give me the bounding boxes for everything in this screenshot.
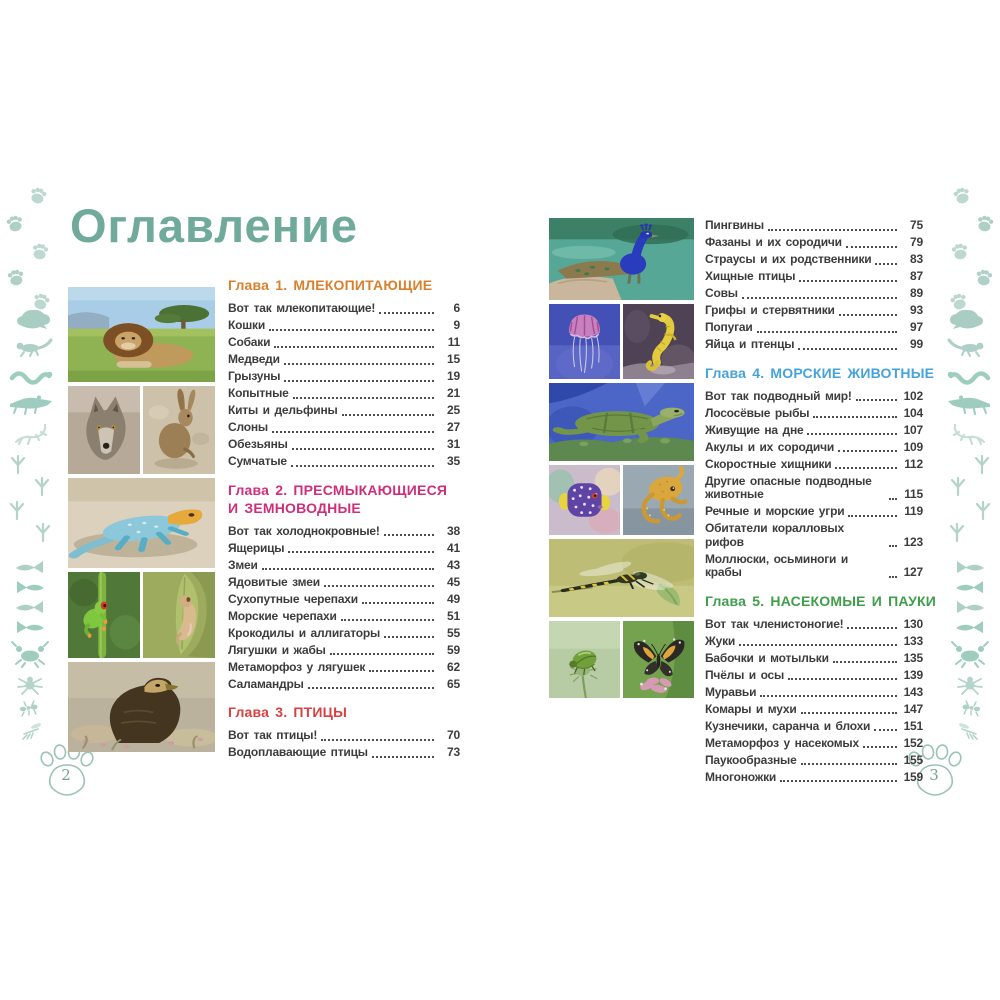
toc-leader-dots bbox=[801, 712, 897, 714]
butterfly-photo bbox=[623, 621, 694, 698]
toc-entry bbox=[705, 219, 923, 233]
toc-entry bbox=[705, 236, 923, 250]
toc-entry bbox=[705, 505, 923, 519]
toc-leader-dots bbox=[362, 602, 434, 604]
toc-entry-label: Другие опасные подводные животные bbox=[705, 473, 872, 501]
toc-entry-page: 43 bbox=[447, 557, 460, 572]
toc-entry-page: 135 bbox=[903, 650, 923, 665]
toc-entry-label: Попугаи bbox=[705, 320, 753, 334]
dragonfly-photo bbox=[549, 539, 694, 617]
lion-photo bbox=[68, 287, 215, 382]
toc-leader-dots bbox=[807, 433, 897, 435]
toc-entry bbox=[228, 336, 460, 350]
toc-entry bbox=[228, 387, 460, 401]
toc-entry-page: 35 bbox=[447, 454, 460, 468]
toc-entry-label: Водоплавающие птицы bbox=[228, 745, 368, 759]
page-title: Оглавление bbox=[70, 199, 359, 252]
toc-leader-dots bbox=[369, 670, 434, 672]
toc-entry bbox=[705, 754, 923, 768]
toc-entry-page: 9 bbox=[453, 318, 460, 332]
toc-leader-dots bbox=[889, 545, 897, 547]
toc-entry-label: Страусы и их родственники bbox=[705, 252, 872, 266]
toc-entry-page: 62 bbox=[447, 659, 460, 674]
toc-entry-label: Копытные bbox=[228, 386, 289, 400]
toc-entry-label: Грызуны bbox=[228, 369, 281, 383]
toc-entry-page: 25 bbox=[447, 403, 460, 417]
jellyfish-photo bbox=[549, 304, 620, 379]
toc-entry-label: Скоростные хищники bbox=[705, 456, 832, 471]
toc-entry bbox=[705, 553, 923, 580]
agama-lizard-photo bbox=[68, 478, 215, 568]
toc-entry-label: Речные и морские угри bbox=[705, 504, 845, 518]
toc-entry-label: Крокодилы и аллигаторы bbox=[228, 625, 381, 640]
toc-entry bbox=[228, 661, 460, 675]
toc-entry-page: 104 bbox=[903, 405, 923, 420]
toc-entry bbox=[705, 720, 923, 734]
toc-leader-dots bbox=[874, 729, 897, 731]
toc-entry-page: 139 bbox=[903, 667, 923, 682]
toc-entry bbox=[705, 522, 923, 549]
toc-entry-page: 6 bbox=[453, 301, 460, 315]
toc-entry-label: Ящерицы bbox=[228, 540, 285, 555]
toc-entry-page: 99 bbox=[910, 337, 923, 351]
toc-leader-dots bbox=[847, 627, 897, 629]
toc-entry-page: 109 bbox=[903, 439, 923, 454]
toc-leader-dots bbox=[292, 448, 434, 450]
toc-entry bbox=[705, 686, 923, 700]
toc-entry-page: 45 bbox=[447, 574, 460, 589]
animal-silhouette-border-right bbox=[942, 182, 998, 742]
toc-entry-label: Сухопутные черепахи bbox=[228, 591, 358, 606]
chapter-heading: Глава 4. МОРСКИЕ ЖИВОТНЫЕ bbox=[705, 364, 935, 381]
toc-leader-dots bbox=[272, 431, 434, 433]
toc-entry-page: 115 bbox=[904, 487, 923, 501]
right-photo-column bbox=[549, 218, 694, 698]
toc-leader-dots bbox=[384, 534, 434, 536]
chapter-heading: Глава 5. НАСЕКОМЫЕ И ПАУКИ bbox=[705, 592, 937, 609]
chapter-heading: Глава 3. ПТИЦЫ bbox=[228, 704, 347, 720]
chapter-heading: Глава 1. МЛЕКОПИТАЮЩИЕ bbox=[228, 277, 433, 293]
toc-entry-page: 123 bbox=[903, 534, 923, 549]
toc-entry-page: 19 bbox=[447, 369, 460, 383]
toc-entry-label: Вот так подводный мир! bbox=[705, 388, 852, 403]
toc-entry-page: 87 bbox=[910, 269, 923, 283]
toc-entry bbox=[228, 678, 460, 692]
toc-entry-label: Вот так членистоногие! bbox=[705, 616, 844, 631]
toc-entry-page: 97 bbox=[910, 320, 923, 334]
toc-entry bbox=[228, 319, 460, 333]
toc-entry bbox=[705, 270, 923, 284]
toc-entry bbox=[228, 610, 460, 624]
animal-silhouette-border-left bbox=[2, 182, 58, 742]
chapter-heading: Глава 2. ПРЕСМЫКАЮЩИЕСЯ И ЗЕМНОВОДНЫЕ bbox=[228, 481, 448, 516]
toc-entry-label: Ядовитые змеи bbox=[228, 574, 320, 589]
toc-entry-label: Лососёвые рыбы bbox=[705, 405, 810, 420]
toc-entry bbox=[228, 370, 460, 384]
toc-entry-label: Киты и дельфины bbox=[228, 403, 338, 417]
toc-entry bbox=[705, 771, 923, 785]
toc-entry-page: 79 bbox=[910, 235, 923, 249]
toc-entry-label: Совы bbox=[705, 286, 738, 300]
toc-leader-dots bbox=[739, 644, 897, 646]
toc-entry-page: 11 bbox=[447, 335, 460, 349]
toc-entry bbox=[705, 321, 923, 335]
toc-entry-page: 152 bbox=[903, 735, 923, 750]
toc-entry-page: 15 bbox=[447, 352, 460, 366]
toc-entry bbox=[228, 353, 460, 367]
seahorse-photo bbox=[623, 304, 694, 379]
toc-leader-dots bbox=[284, 380, 434, 382]
toc-entry-label: Пингвины bbox=[705, 218, 764, 232]
left-photo-column bbox=[68, 287, 215, 752]
toc-entry-label: Обезьяны bbox=[228, 437, 288, 451]
toc-leader-dots bbox=[856, 399, 897, 401]
peacock-photo bbox=[549, 218, 694, 300]
toc-entry-label: Пчёлы и осы bbox=[705, 667, 785, 682]
toc-entry bbox=[228, 576, 460, 590]
toc-leader-dots bbox=[848, 515, 897, 517]
toc-leader-dots bbox=[760, 695, 897, 697]
toc-entry-page: 31 bbox=[447, 437, 460, 451]
toc-entry bbox=[705, 458, 923, 472]
toc-entry bbox=[705, 737, 923, 751]
toc-entry bbox=[228, 644, 460, 658]
beetle-photo bbox=[549, 621, 620, 698]
toc-entry-page: 107 bbox=[903, 422, 923, 437]
toc-entry bbox=[228, 455, 460, 469]
tree-frog-photo bbox=[68, 572, 140, 658]
toc-entry-page: 127 bbox=[903, 565, 923, 579]
toc-leader-dots bbox=[384, 636, 434, 638]
toc-entry-page: 75 bbox=[910, 218, 923, 232]
toc-entry-label: Муравьи bbox=[705, 684, 757, 699]
toc-entry bbox=[228, 438, 460, 452]
toc-entry-label: Змеи bbox=[228, 557, 258, 572]
toc-entry-page: 41 bbox=[447, 540, 460, 555]
toc-entry-page: 65 bbox=[447, 676, 460, 691]
toc-entry bbox=[705, 652, 923, 666]
toc-entry-label: Паукообразные bbox=[705, 752, 797, 767]
toc-leader-dots bbox=[324, 585, 434, 587]
toc-leader-dots bbox=[801, 763, 897, 765]
toc-entry-label: Обитатели коралловых рифов bbox=[705, 521, 844, 549]
toc-leader-dots bbox=[757, 331, 897, 333]
toc-leader-dots bbox=[846, 246, 897, 248]
toc-entry bbox=[705, 407, 923, 421]
toc-entry bbox=[705, 669, 923, 683]
toc-entry-label: Грифы и стервятники bbox=[705, 303, 835, 317]
toc-entry bbox=[705, 424, 923, 438]
toc-entry bbox=[705, 390, 923, 404]
wolf-photo bbox=[68, 386, 140, 474]
toc-entry-page: 21 bbox=[447, 386, 460, 400]
toc-entry bbox=[705, 441, 923, 455]
toc-leader-dots bbox=[291, 465, 434, 467]
toc-entry bbox=[228, 542, 460, 556]
toc-entry-page: 70 bbox=[447, 728, 460, 742]
toc-entry-label: Яйца и птенцы bbox=[705, 337, 795, 351]
toc-entry-page: 147 bbox=[903, 701, 923, 716]
toc-entry-label: Многоножки bbox=[705, 769, 777, 784]
toc-entry bbox=[705, 304, 923, 318]
toc-leader-dots bbox=[262, 568, 434, 570]
toc-entry bbox=[705, 703, 923, 717]
toc-entry bbox=[228, 746, 460, 760]
toc-leader-dots bbox=[379, 312, 434, 314]
toc-entry-page: 112 bbox=[904, 456, 923, 471]
toc-entry bbox=[228, 421, 460, 435]
toc-entry bbox=[228, 559, 460, 573]
page-number-left: 2 bbox=[61, 766, 71, 784]
toc-entry-label: Метаморфоз у лягушек bbox=[228, 659, 366, 674]
toc-entry-label: Слоны bbox=[228, 420, 268, 434]
octopus-photo bbox=[623, 465, 694, 535]
toc-entry-page: 155 bbox=[903, 752, 923, 767]
gecko-photo bbox=[143, 572, 215, 658]
toc-leader-dots bbox=[288, 551, 434, 553]
toc-leader-dots bbox=[321, 739, 434, 741]
toc-entry-label: Кузнечики, саранча и блохи bbox=[705, 718, 871, 733]
toc-entry-label: Живущие на дне bbox=[705, 422, 804, 437]
toc-entry bbox=[705, 618, 923, 632]
toc-entry-label: Бабочки и мотыльки bbox=[705, 650, 829, 665]
toc-entry-label: Сумчатые bbox=[228, 454, 287, 468]
toc-entry bbox=[228, 729, 460, 743]
toc-entry-page: 83 bbox=[910, 252, 923, 266]
toc-leader-dots bbox=[835, 467, 897, 469]
toc-right-column bbox=[705, 218, 937, 788]
toc-leader-dots bbox=[269, 329, 434, 331]
toc-leader-dots bbox=[780, 780, 897, 782]
toc-entry-page: 59 bbox=[447, 642, 460, 657]
toc-entry-label: Фазаны и их сородичи bbox=[705, 235, 842, 249]
toc-entry-page: 51 bbox=[447, 608, 460, 623]
toc-leader-dots bbox=[813, 416, 897, 418]
toc-entry-label: Вот так птицы! bbox=[228, 728, 318, 742]
toc-entry-label: Вот так млекопитающие! bbox=[228, 301, 376, 315]
toc-leader-dots bbox=[768, 229, 897, 231]
toc-left-column bbox=[228, 276, 460, 763]
toc-entry-page: 49 bbox=[447, 591, 460, 606]
toc-entry bbox=[705, 475, 923, 502]
toc-entry bbox=[705, 287, 923, 301]
toc-entry-label: Жуки bbox=[705, 633, 736, 648]
toc-leader-dots bbox=[742, 297, 897, 299]
toc-entry-label: Кошки bbox=[228, 318, 266, 332]
toc-entry-page: 38 bbox=[447, 523, 460, 538]
boxfish-photo bbox=[549, 465, 620, 535]
toc-entry-page: 130 bbox=[903, 616, 923, 631]
toc-entry-label: Собаки bbox=[228, 335, 271, 349]
toc-entry-page: 93 bbox=[910, 303, 923, 317]
toc-entry bbox=[705, 635, 923, 649]
toc-entry bbox=[228, 627, 460, 641]
toc-leader-dots bbox=[838, 450, 897, 452]
toc-leader-dots bbox=[308, 687, 434, 689]
toc-leader-dots bbox=[341, 619, 434, 621]
toc-leader-dots bbox=[798, 348, 897, 350]
eagle-photo bbox=[68, 662, 215, 752]
toc-leader-dots bbox=[342, 414, 434, 416]
toc-entry-label: Медведи bbox=[228, 352, 280, 366]
toc-entry bbox=[705, 253, 923, 267]
toc-entry-page: 133 bbox=[903, 633, 923, 648]
toc-entry-page: 27 bbox=[447, 420, 460, 434]
toc-entry-label: Морские черепахи bbox=[228, 608, 337, 623]
toc-leader-dots bbox=[889, 498, 897, 500]
toc-entry-page: 119 bbox=[904, 504, 923, 518]
toc-entry-label: Лягушки и жабы bbox=[228, 642, 326, 657]
toc-entry-page: 102 bbox=[903, 388, 923, 403]
toc-entry-label: Акулы и их сородичи bbox=[705, 439, 835, 454]
toc-leader-dots bbox=[274, 346, 434, 348]
toc-entry-page: 159 bbox=[903, 769, 923, 784]
toc-leader-dots bbox=[788, 678, 897, 680]
toc-entry-label: Вот так холоднокровные! bbox=[228, 523, 380, 538]
toc-entry-label: Саламандры bbox=[228, 676, 304, 691]
toc-entry bbox=[228, 302, 460, 316]
toc-leader-dots bbox=[833, 661, 897, 663]
toc-leader-dots bbox=[875, 263, 897, 265]
toc-entry bbox=[228, 404, 460, 418]
toc-leader-dots bbox=[293, 397, 434, 399]
toc-entry-label: Комары и мухи bbox=[705, 701, 797, 716]
toc-entry-page: 151 bbox=[903, 718, 923, 733]
toc-entry-page: 73 bbox=[447, 745, 460, 759]
toc-entry-page: 89 bbox=[910, 286, 923, 300]
toc-entry bbox=[228, 525, 460, 539]
page-number-right: 3 bbox=[929, 766, 939, 784]
sea-turtle-photo bbox=[549, 383, 694, 461]
toc-entry-label: Моллюски, осьминоги и крабы bbox=[705, 551, 849, 579]
toc-entry bbox=[705, 338, 923, 352]
toc-leader-dots bbox=[889, 576, 897, 578]
toc-leader-dots bbox=[284, 363, 434, 365]
hare-photo bbox=[143, 386, 215, 474]
toc-leader-dots bbox=[863, 746, 897, 748]
toc-entry bbox=[228, 593, 460, 607]
toc-entry-page: 143 bbox=[903, 684, 923, 699]
toc-leader-dots bbox=[330, 653, 434, 655]
toc-entry-label: Метаморфоз у насекомых bbox=[705, 735, 859, 750]
toc-leader-dots bbox=[372, 756, 434, 758]
toc-leader-dots bbox=[839, 314, 897, 316]
toc-entry-label: Хищные птицы bbox=[705, 269, 796, 283]
toc-entry-page: 55 bbox=[447, 625, 460, 640]
toc-leader-dots bbox=[799, 280, 897, 282]
